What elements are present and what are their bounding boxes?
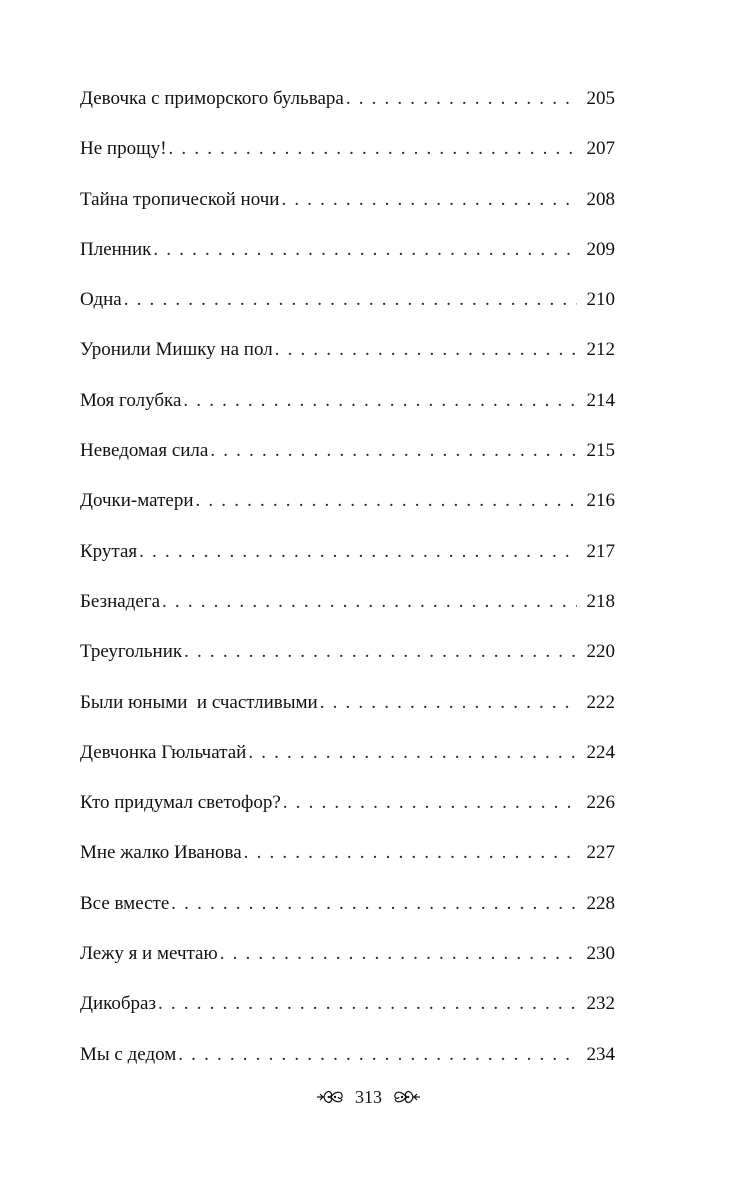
toc-entry-title: Дикобраз [80,993,156,1015]
dot-leader [158,990,577,1018]
flourish-ornament-icon [315,1086,345,1108]
dot-leader [283,789,577,817]
toc-entry-title: Треугольник [80,641,183,663]
toc-entry[interactable] [80,236,615,286]
toc-entry[interactable] [80,890,615,940]
toc-entry[interactable] [80,1041,615,1091]
dot-leader [248,739,577,767]
page-number: 313 [355,1086,382,1107]
toc-entry-title: Мне жалко Иванова [80,842,242,864]
toc-entry-page: 224 [586,741,615,763]
toc-entry-title: Крутая [80,540,138,562]
toc-entry-title: Все вместе [80,892,170,914]
toc-entry-page: 215 [586,440,615,462]
toc-entry-title: Были юными и счастливыми [80,691,318,713]
toc-entry-page: 218 [586,590,615,612]
page-footer [0,1086,737,1108]
toc-entry-page: 228 [586,892,615,914]
toc-entry[interactable] [80,85,615,135]
toc-entry-title: Кто придумал светофор? [80,792,281,814]
toc-entry[interactable] [80,135,615,185]
toc-entry[interactable] [80,286,615,336]
toc-entry-page: 207 [586,138,615,160]
toc-entry-title: Уронили Мишку на пол [80,339,273,361]
dot-leader [210,437,577,465]
toc-entry-page: 222 [586,691,615,713]
dot-leader [178,1041,577,1069]
toc-entry[interactable] [80,186,615,236]
toc-entry-page: 208 [586,188,615,210]
toc-entry-page: 209 [586,238,615,260]
toc-entry-page: 205 [586,88,615,109]
toc-entry-title: Безнадега [80,590,161,612]
toc-entry-page: 232 [586,993,615,1015]
dot-leader [139,538,577,566]
toc-entry[interactable] [80,789,615,839]
toc-entry-page: 234 [586,1043,615,1065]
toc-entry-title: Пленник [80,238,152,260]
dot-leader [183,387,577,415]
dot-leader [281,186,577,214]
toc-entry[interactable] [80,538,615,588]
dot-leader [171,890,577,918]
toc-entry-page: 220 [586,641,615,663]
flourish-ornament-icon [392,1086,422,1108]
toc-entry-title: Дочки-матери [80,490,194,512]
dot-leader [124,286,577,314]
toc-entry[interactable] [80,638,615,688]
dot-leader [320,689,577,717]
toc-entry-page: 217 [586,540,615,562]
dot-leader [169,135,577,163]
toc-entry[interactable] [80,588,615,638]
toc-entry-page: 212 [586,339,615,361]
dot-leader [346,85,577,113]
table-of-contents [80,85,615,1091]
toc-entry-page: 230 [586,943,615,965]
toc-entry-title: Девочка с приморского бульвара [80,88,344,109]
dot-leader [153,236,577,264]
dot-leader [184,638,577,666]
toc-entry[interactable] [80,437,615,487]
toc-entry[interactable] [80,940,615,990]
toc-entry-title: Одна [80,289,122,311]
toc-entry[interactable] [80,689,615,739]
toc-entry-title: Моя голубка [80,389,182,411]
toc-entry-page: 226 [586,792,615,814]
toc-entry-page: 227 [586,842,615,864]
dot-leader [244,839,577,867]
dot-leader [275,336,577,364]
toc-entry[interactable] [80,739,615,789]
dot-leader [162,588,577,616]
toc-entry-page: 216 [586,490,615,512]
toc-entry-title: Девчонка Гюльчатай [80,741,247,763]
toc-entry-title: Неведомая сила [80,440,209,462]
toc-entry[interactable] [80,336,615,386]
toc-entry-page: 210 [586,289,615,311]
toc-entry[interactable] [80,487,615,537]
toc-entry[interactable] [80,990,615,1040]
toc-entry-title: Не прощу! [80,138,167,160]
dot-leader [196,487,578,515]
dot-leader [220,940,577,968]
toc-entry[interactable] [80,387,615,437]
toc-entry[interactable] [80,839,615,889]
toc-entry-title: Лежу я и мечтаю [80,943,218,965]
toc-entry-title: Тайна тропической ночи [80,188,280,210]
toc-entry-page: 214 [586,389,615,411]
toc-entry-title: Мы с дедом [80,1043,177,1065]
